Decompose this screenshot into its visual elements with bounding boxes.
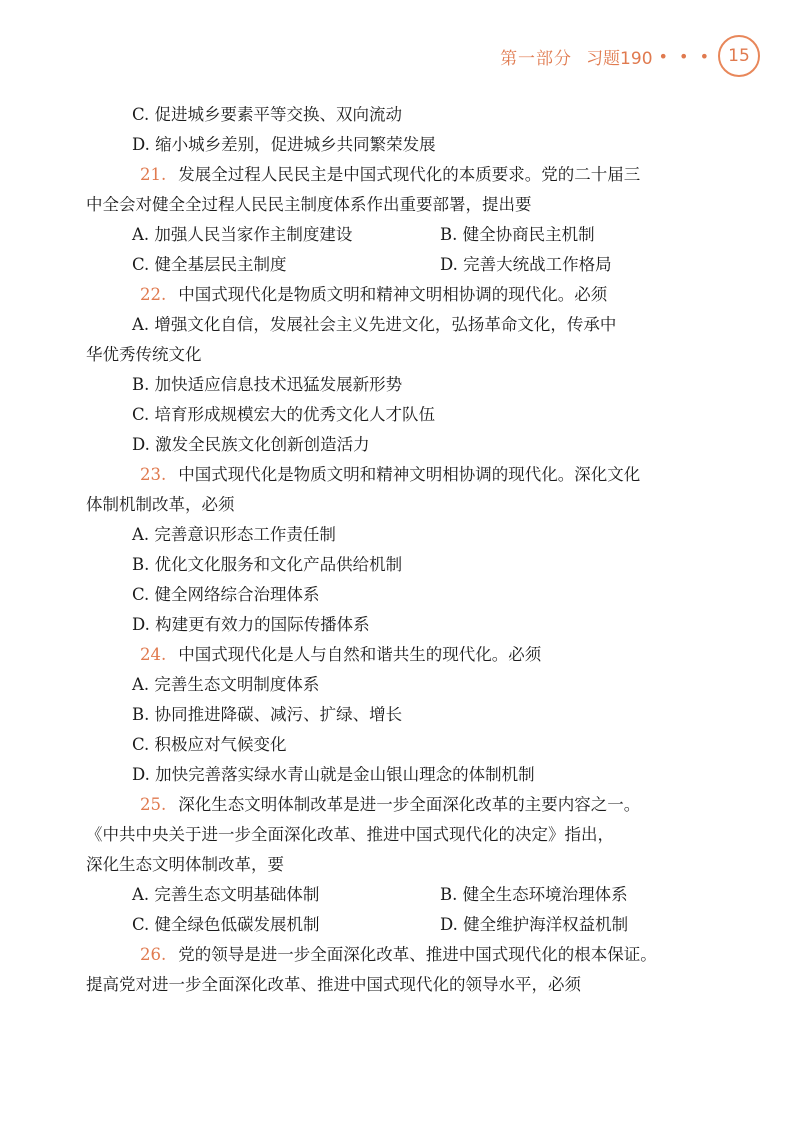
q25-options-row1 xyxy=(86,880,726,910)
q21-option-b: B. 健全协商民主机制 xyxy=(440,225,595,244)
q23-option-b: B. 优化文化服务和文化产品供给机制 xyxy=(132,555,403,574)
q25-option-b: B. 健全生态环境治理体系 xyxy=(440,885,628,904)
page-content xyxy=(86,100,726,1000)
q22-option-b: B. 加快适应信息技术迅猛发展新形势 xyxy=(132,375,403,394)
page-header xyxy=(500,36,760,76)
q22-option-d: D. 激发全民族文化创新创造活力 xyxy=(132,435,370,454)
q21-option-c: C. 健全基层民主制度 xyxy=(132,255,287,274)
q26-stem-line1 xyxy=(86,940,726,970)
q25-options-row2 xyxy=(86,910,726,940)
q25-stem-line1 xyxy=(86,790,726,820)
q25-stem-line2: 《中共中央关于进一步全面深化改革、推进中国式现代化的决定》指出， xyxy=(86,825,614,844)
q20-option-c: C. 促进城乡要素平等交换、双向流动 xyxy=(132,105,403,124)
q23-option-a: A. 完善意识形态工作责任制 xyxy=(132,525,336,544)
page-number-badge: 15 xyxy=(718,35,760,77)
q20-option-d: D. 缩小城乡差别，促进城乡共同繁荣发展 xyxy=(132,135,436,154)
q22-stem-line1 xyxy=(86,280,726,310)
q22-stem-text: 中国式现代化是物质文明和精神文明相协调的现代化。必须 xyxy=(178,285,608,304)
q22-option-a-line2: 华优秀传统文化 xyxy=(86,345,202,364)
q25-number: 25. xyxy=(140,795,167,814)
q25-stem-text: 深化生态文明体制改革是进一步全面深化改革的主要内容之一。 xyxy=(178,795,641,814)
q26-stem-text: 党的领导是进一步全面深化改革、推进中国式现代化的根本保证。 xyxy=(178,945,657,964)
q26-stem-line2: 提高党对进一步全面深化改革、推进中国式现代化的领导水平，必须 xyxy=(86,975,581,994)
q21-number: 21. xyxy=(140,165,167,184)
q21-options-row1 xyxy=(86,220,726,250)
q21-option-d: D. 完善大统战工作格局 xyxy=(440,255,612,274)
q23-option-d: D. 构建更有效力的国际传播体系 xyxy=(132,615,370,634)
q21-stem-line2: 中全会对健全全过程人民民主制度体系作出重要部署，提出要 xyxy=(86,195,532,214)
section-label: 第一部分 xyxy=(500,48,573,69)
q26-number: 26. xyxy=(140,945,167,964)
series-label: 习题190 xyxy=(586,48,653,69)
q21-stem-text: 发展全过程人民民主是中国式现代化的本质要求。党的二十届三 xyxy=(178,165,641,184)
q25-stem-line3: 深化生态文明体制改革，要 xyxy=(86,855,284,874)
q24-option-c: C. 积极应对气候变化 xyxy=(132,735,287,754)
q23-stem-text: 中国式现代化是物质文明和精神文明相协调的现代化。深化文化 xyxy=(178,465,641,484)
q25-option-c: C. 健全绿色低碳发展机制 xyxy=(132,915,320,934)
q23-option-c: C. 健全网络综合治理体系 xyxy=(132,585,320,604)
q24-option-a: A. 完善生态文明制度体系 xyxy=(132,675,320,694)
q21-options-row2 xyxy=(86,250,726,280)
q22-option-a-line1: A. 增强文化自信，发展社会主义先进文化，弘扬革命文化，传承中 xyxy=(132,315,617,334)
q24-stem-text: 中国式现代化是人与自然和谐共生的现代化。必须 xyxy=(178,645,542,664)
q25-option-d: D. 健全维护海洋权益机制 xyxy=(440,915,629,934)
q24-stem-line1 xyxy=(86,640,726,670)
q24-option-b: B. 协同推进降碳、减污、扩绿、增长 xyxy=(132,705,403,724)
q24-number: 24. xyxy=(140,645,167,664)
q21-option-a: A. 加强人民当家作主制度建设 xyxy=(132,225,353,244)
header-dots: • • • xyxy=(658,46,712,66)
q25-option-a: A. 完善生态文明基础体制 xyxy=(132,885,320,904)
q21-stem-line1 xyxy=(86,160,726,190)
q23-number: 23. xyxy=(140,465,167,484)
q23-stem-line2: 体制机制改革，必须 xyxy=(86,495,235,514)
q23-stem-line1 xyxy=(86,460,726,490)
q24-option-d: D. 加快完善落实绿水青山就是金山银山理念的体制机制 xyxy=(132,765,535,784)
q22-number: 22. xyxy=(140,285,167,304)
q22-option-c: C. 培育形成规模宏大的优秀文化人才队伍 xyxy=(132,405,436,424)
